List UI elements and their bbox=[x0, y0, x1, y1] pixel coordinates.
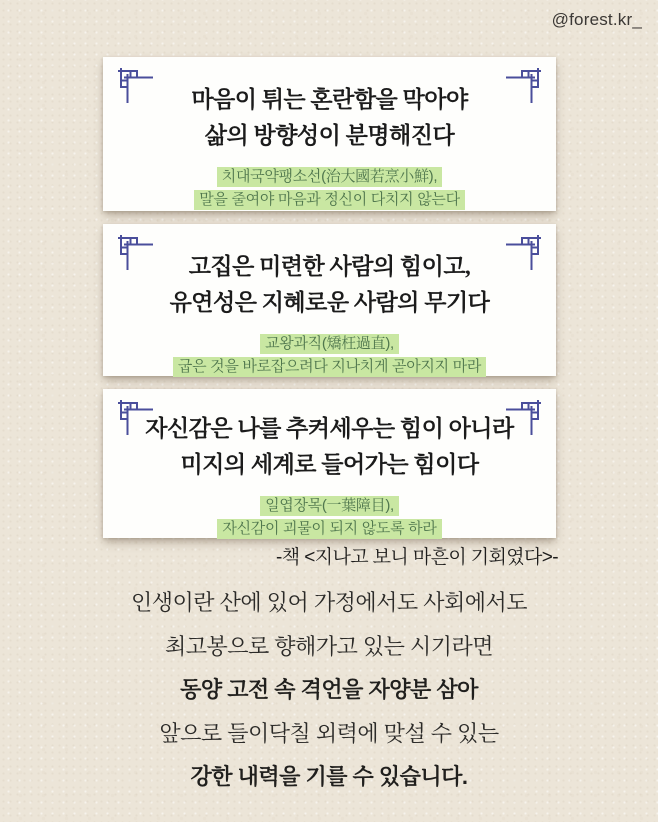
highlighted-idiom: 일엽장목(一葉障目), bbox=[260, 496, 399, 516]
highlighted-idiom: 치대국약팽소선(治大國若烹小鮮), bbox=[217, 167, 443, 187]
card-subtitle-line1 bbox=[103, 494, 556, 517]
card-subtitle-line2 bbox=[103, 355, 556, 378]
quote-card-3 bbox=[103, 389, 556, 538]
card-subtitle-line2 bbox=[103, 517, 556, 540]
paragraph-line: 앞으로 들이닥칠 외력에 맞설 수 있는 bbox=[159, 720, 499, 746]
fret-corner-left-icon bbox=[116, 398, 154, 436]
card-title-line2: 유연성은 지혜로운 사람의 무기다 bbox=[169, 290, 490, 315]
card-subtitle bbox=[103, 165, 556, 211]
fret-corner-right-icon bbox=[505, 66, 543, 104]
paragraph-line: 인생이란 산에 있어 가정에서도 사회에서도 bbox=[131, 590, 527, 615]
fret-corner-right-icon bbox=[505, 233, 543, 271]
card-title-line1: 고집은 미련한 사람의 힘이고, bbox=[188, 254, 471, 279]
card-title-line1: 자신감은 나를 추켜세우는 힘이 아니라 bbox=[145, 416, 514, 441]
paragraph-line-bold: 강한 내력을 기를 수 있습니다. bbox=[190, 764, 468, 789]
account-handle: @forest.kr_ bbox=[551, 10, 642, 29]
highlighted-meaning: 자신감이 괴물이 되지 않도록 하라 bbox=[217, 519, 441, 539]
card-subtitle bbox=[103, 494, 556, 540]
highlighted-idiom: 교왕과직(矯枉過直), bbox=[260, 334, 399, 354]
card-title bbox=[103, 224, 556, 321]
paragraph-line-bold: 동양 고전 속 격언을 자양분 삼아 bbox=[180, 677, 478, 702]
card-title-line2: 미지의 세계로 들어가는 힘이다 bbox=[180, 452, 479, 477]
quote-card-2 bbox=[103, 224, 556, 376]
fret-corner-right-icon bbox=[505, 398, 543, 436]
card-subtitle bbox=[103, 332, 556, 378]
card-subtitle-line1 bbox=[103, 332, 556, 355]
closing-paragraph bbox=[0, 581, 658, 799]
fret-corner-left-icon bbox=[116, 233, 154, 271]
highlighted-meaning: 말을 줄여야 마음과 정신이 다치지 않는다 bbox=[194, 190, 465, 210]
card-title-line1: 마음이 튀는 혼란함을 막아야 bbox=[191, 87, 468, 112]
highlighted-meaning: 굽은 것을 바로잡으려다 지나치게 곧아지지 마라 bbox=[173, 357, 486, 377]
card-subtitle-line1 bbox=[103, 165, 556, 188]
card-title bbox=[103, 389, 556, 483]
fret-corner-left-icon bbox=[116, 66, 154, 104]
paragraph-line: 최고봉으로 향해가고 있는 시기라면 bbox=[164, 633, 494, 659]
book-source-caption: -책 <지나고 보니 마흔이 기회였다>- bbox=[276, 547, 558, 568]
card-subtitle-line2 bbox=[103, 188, 556, 211]
card-title bbox=[103, 57, 556, 154]
card-title-line2: 삶의 방향성이 분명해진다 bbox=[204, 123, 455, 148]
quote-card-1 bbox=[103, 57, 556, 211]
